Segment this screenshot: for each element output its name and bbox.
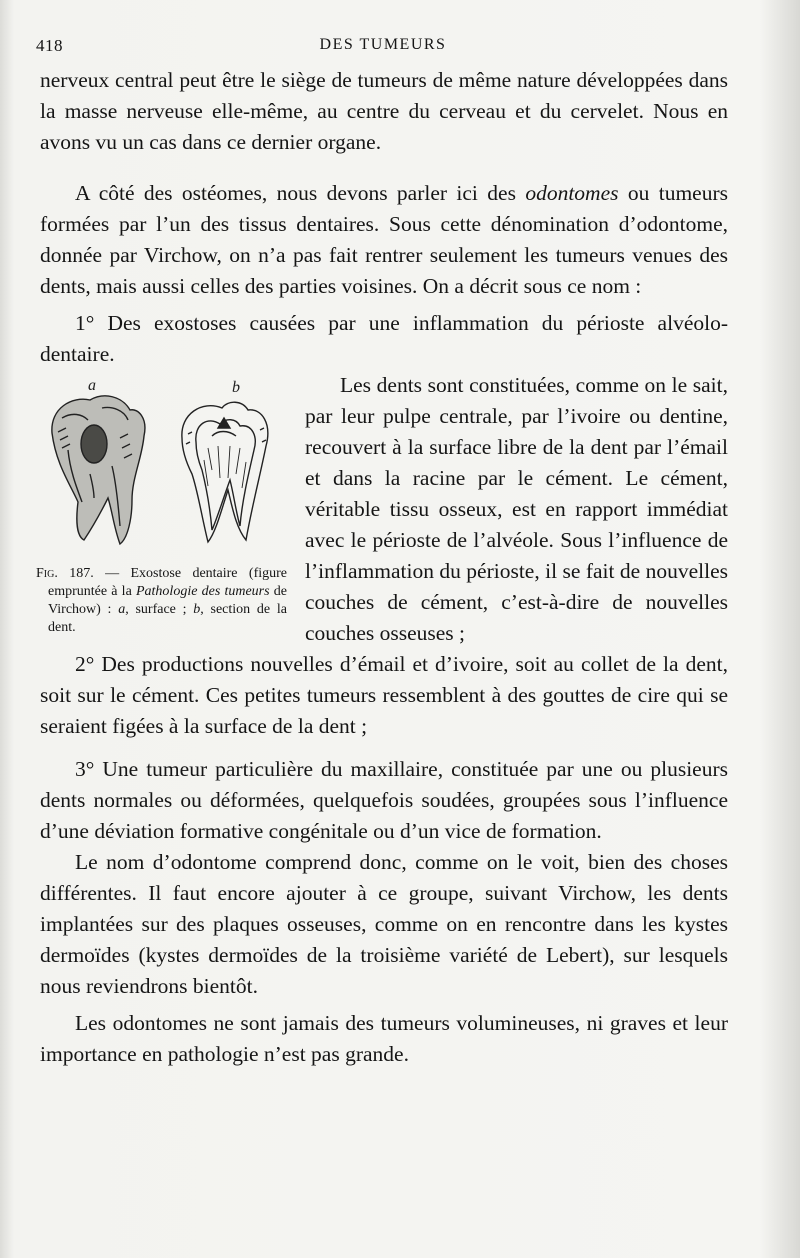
tooth-surface-drawing [52, 396, 145, 544]
tooth-section-drawing [182, 402, 268, 542]
text-run: A côté des ostéomes, nous devons parler ici des [75, 181, 526, 205]
page-header [36, 36, 730, 60]
figure-label-b: b [232, 379, 240, 396]
term-odontomes: odontomes [525, 181, 619, 205]
caption-text: , section de la dent. [48, 602, 287, 635]
figure-caption [36, 565, 287, 637]
paragraph-odontomes-intro [40, 178, 728, 302]
figure-187 [32, 378, 287, 637]
paragraph-item-2: 2° Des productions nouvelles d’émail et d’ivoire, soit au collet de la dent, soit sur le cément. Ces petites tumeurs ressemblent à des gouttes de cire qui se seraient figées à la surface de la dent ; [40, 652, 728, 738]
paragraph-continuation: nerveux central peut être le siège de tumeurs de même nature développées dans la masse nerveuse elle-même, au centre du cerveau et du cervelet. Nous en avons vu un cas dans ce dernier organe. [40, 68, 728, 154]
caption-figure-number: Fig. 187. [36, 566, 94, 581]
caption-ref-b: b [193, 602, 201, 617]
tooth-illustration [32, 378, 287, 553]
paragraph-item-1: 1° Des exostoses causées par une inflammation du périoste alvéolo-dentaire. [40, 311, 728, 366]
paragraph-dent-structure: Les dents sont constituées, comme on le sait, par leur pulpe centrale, par l’ivoire ou dentine, recouvert à la surface libre de la dent par l’émail et dans la racine par le cément. Le cément, véritable tissu osseux, est en rapport immédiat avec le périoste de l’alvéole. Sous l’influence de l’inflammation du périoste, il se fait de nouvelles couches de cément, c’est-à-dire de nouvelles couches osseuses ; [305, 373, 728, 645]
caption-text: de Virchow) : [48, 584, 287, 617]
paragraph-odontome-name: Le nom d’odontome comprend donc, comme on le voit, bien des choses différentes. Il faut encore ajouter à ce groupe, suivant Virchow, les dents implantées sur des plaques osseuses, comme on en rencontre dans les kystes dermoïdes (kystes dermoïdes de la troisième variété de Lebert), sur lesquels nous reviendrons bientôt. [40, 850, 728, 998]
paragraph-item-3: 3° Une tumeur particulière du maxillaire, constituée par une ou plusieurs dents normales ou déformées, quelquefois soudées, groupées sous l’influence d’une déviation formative congénitale ou d’un vice de formation. [40, 757, 728, 843]
text-run: ou tumeurs formées par l’un des tissus dentaires. Sous cette dénomination d’odontome, donnée par Virchow, on n’a pas fait rentrer seulement les tumeurs venues des dents, mais aussi celles des parties voisines. On a décrit sous ce nom : [40, 181, 728, 298]
caption-book-title: Pathologie des tumeurs [135, 584, 270, 599]
running-title: DES TUMEURS [319, 36, 447, 53]
body-text [36, 65, 728, 1070]
page-number: 418 [36, 36, 63, 55]
caption-ref-a: a [118, 602, 126, 617]
caption-text: , surface ; [125, 602, 194, 617]
paragraph-conclusion: Les odontomes ne sont jamais des tumeurs volumineuses, ni graves et leur importance en pathologie n’est pas grande. [40, 1011, 728, 1066]
caption-text: — Exostose dentaire (figure empruntée à la [48, 566, 287, 599]
figure-label-a: a [88, 378, 96, 394]
